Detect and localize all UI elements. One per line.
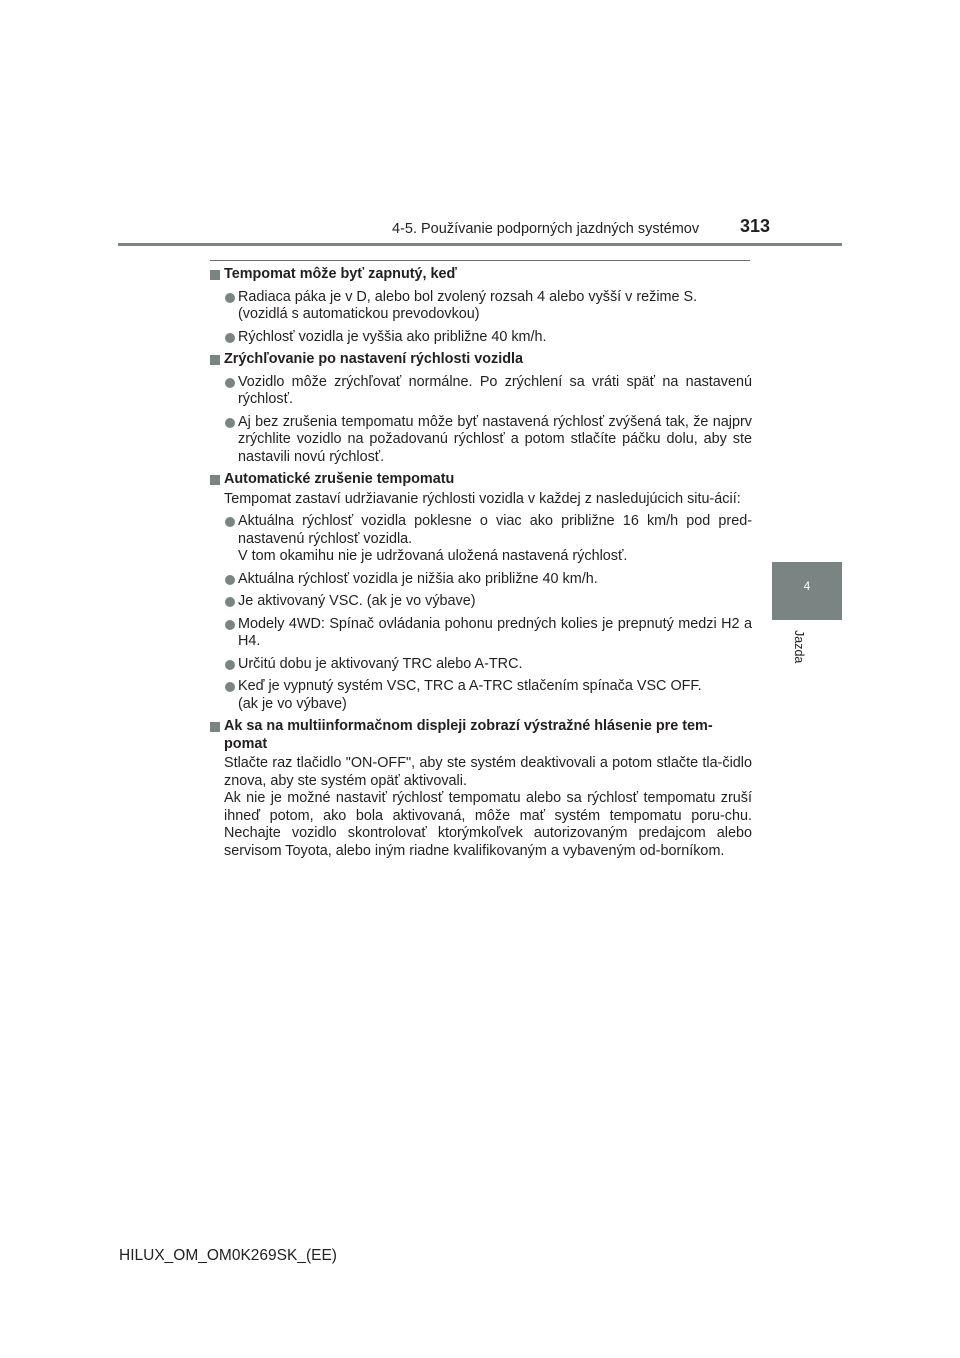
circle-bullet-icon [225, 418, 235, 428]
square-bullet-icon [210, 355, 220, 365]
list-item-text: (ak je vo výbave) [238, 695, 347, 712]
heading-text: Tempomat môže byť zapnutý, keď [224, 266, 457, 282]
circle-bullet-icon [225, 660, 235, 670]
list-item-text: V tom okamihu nie je udržovaná uložená nastavená rýchlosť. [238, 548, 628, 564]
list-item [208, 329, 752, 347]
chapter-label: Jazda [792, 630, 806, 664]
manual-id: HILUX_OM_OM0K269SK_(EE) [119, 1247, 337, 1264]
list-item [208, 414, 752, 467]
paragraph-text: Ak nie je možné nastaviť rýchlosť tempomatu alebo sa rýchlosť tempomatu zruší ihneď potom, ako bola aktivovaná, môže mať systém tempomatu poru-chu. Nechajte vozidlo skontrolovať ktorýmkoľvek autorizovaným predajcom alebo servisom Toyota, alebo iným riadne kvalifikovaným a vybaveným od-borníkom. [224, 790, 752, 859]
heading-text: Zrýchľovanie po nastavení rýchlosti vozidla [224, 351, 524, 367]
circle-bullet-icon [225, 333, 235, 343]
list-item-text: Aktuálna rýchlosť vozidla poklesne o viac ako približne 16 km/h pod pred-nastavenú rýchlosť vozidla. [238, 513, 752, 547]
square-bullet-icon [210, 475, 220, 485]
paragraph: Tempomat zastaví udržiavanie rýchlosti vozidla v každej z nasledujúcich situ-ácií: [224, 490, 741, 507]
list-item-text: Určitú dobu je aktivovaný TRC alebo A-TRC. [238, 655, 523, 672]
list-item [208, 374, 752, 409]
square-bullet-icon [210, 270, 220, 280]
section-heading [208, 471, 752, 489]
list-item-text: Aj bez zrušenia tempomatu môže byť nastavená rýchlosť zvýšená tak, že najprv zrýchlite vozidlo na požadovanú rýchlosť a potom stlačíte páčku dolu, aby ste nastavili novú rýchlosť. [238, 413, 752, 465]
heading-text: Automatické zrušenie tempomatu [224, 471, 455, 487]
circle-bullet-icon [225, 620, 235, 630]
circle-bullet-icon [225, 597, 235, 607]
paragraph-text: Stlačte raz tlačidlo "ON-OFF", aby ste systém deaktivovali a potom stlačte tla-čidlo znova, aby ste systém opäť aktivovali. [224, 755, 752, 789]
content-body [208, 266, 752, 860]
list-item-text: Vozidlo môže zrýchľovať normálne. Po zrýchlení sa vráti späť na nastavenú rýchlosť. [238, 373, 752, 407]
header-rule [118, 243, 842, 246]
chapter-number: 4 [803, 579, 811, 593]
heading-text: Ak sa na multiinformačnom displeji zobrazí výstražné hlásenie pre tem-pomat [224, 718, 713, 752]
circle-bullet-icon [225, 575, 235, 585]
circle-bullet-icon [225, 517, 235, 527]
circle-bullet-icon [225, 682, 235, 692]
section-title: 4-5. Používanie podporných jazdných systémov [392, 221, 700, 237]
list-item-text: Rýchlosť vozidla je vyššia ako približne 40 km/h. [238, 328, 547, 345]
list-item [208, 616, 752, 651]
chapter-tab[interactable] [772, 562, 842, 620]
circle-bullet-icon [225, 378, 235, 388]
list-item [208, 678, 752, 713]
section-heading [208, 351, 752, 369]
list-item [208, 571, 752, 589]
list-item [208, 656, 752, 674]
page-number: 313 [740, 216, 771, 236]
list-item-text: Modely 4WD: Spínač ovládania pohonu predných kolies je prepnutý medzi H2 a H4. [238, 615, 752, 649]
list-item-text: Radiaca páka je v D, alebo bol zvolený rozsah 4 alebo vyšší v režime S. [238, 288, 698, 305]
list-item [208, 513, 752, 566]
circle-bullet-icon [225, 293, 235, 303]
section-heading [208, 266, 752, 284]
list-item-text: Je aktivovaný VSC. (ak je vo výbave) [238, 593, 476, 609]
list-item [208, 593, 752, 611]
list-item-text: Aktuálna rýchlosť vozidla je nižšia ako približne 40 km/h. [238, 570, 598, 587]
square-bullet-icon [210, 722, 220, 732]
content-rule [210, 260, 750, 261]
section-heading [208, 718, 752, 753]
list-item-text: Keď je vypnutý systém VSC, TRC a A-TRC stlačením spínača VSC OFF. [238, 678, 702, 694]
paragraph [208, 755, 752, 860]
list-item [208, 289, 752, 324]
list-item-text: (vozidlá s automatickou prevodovkou) [238, 306, 480, 322]
